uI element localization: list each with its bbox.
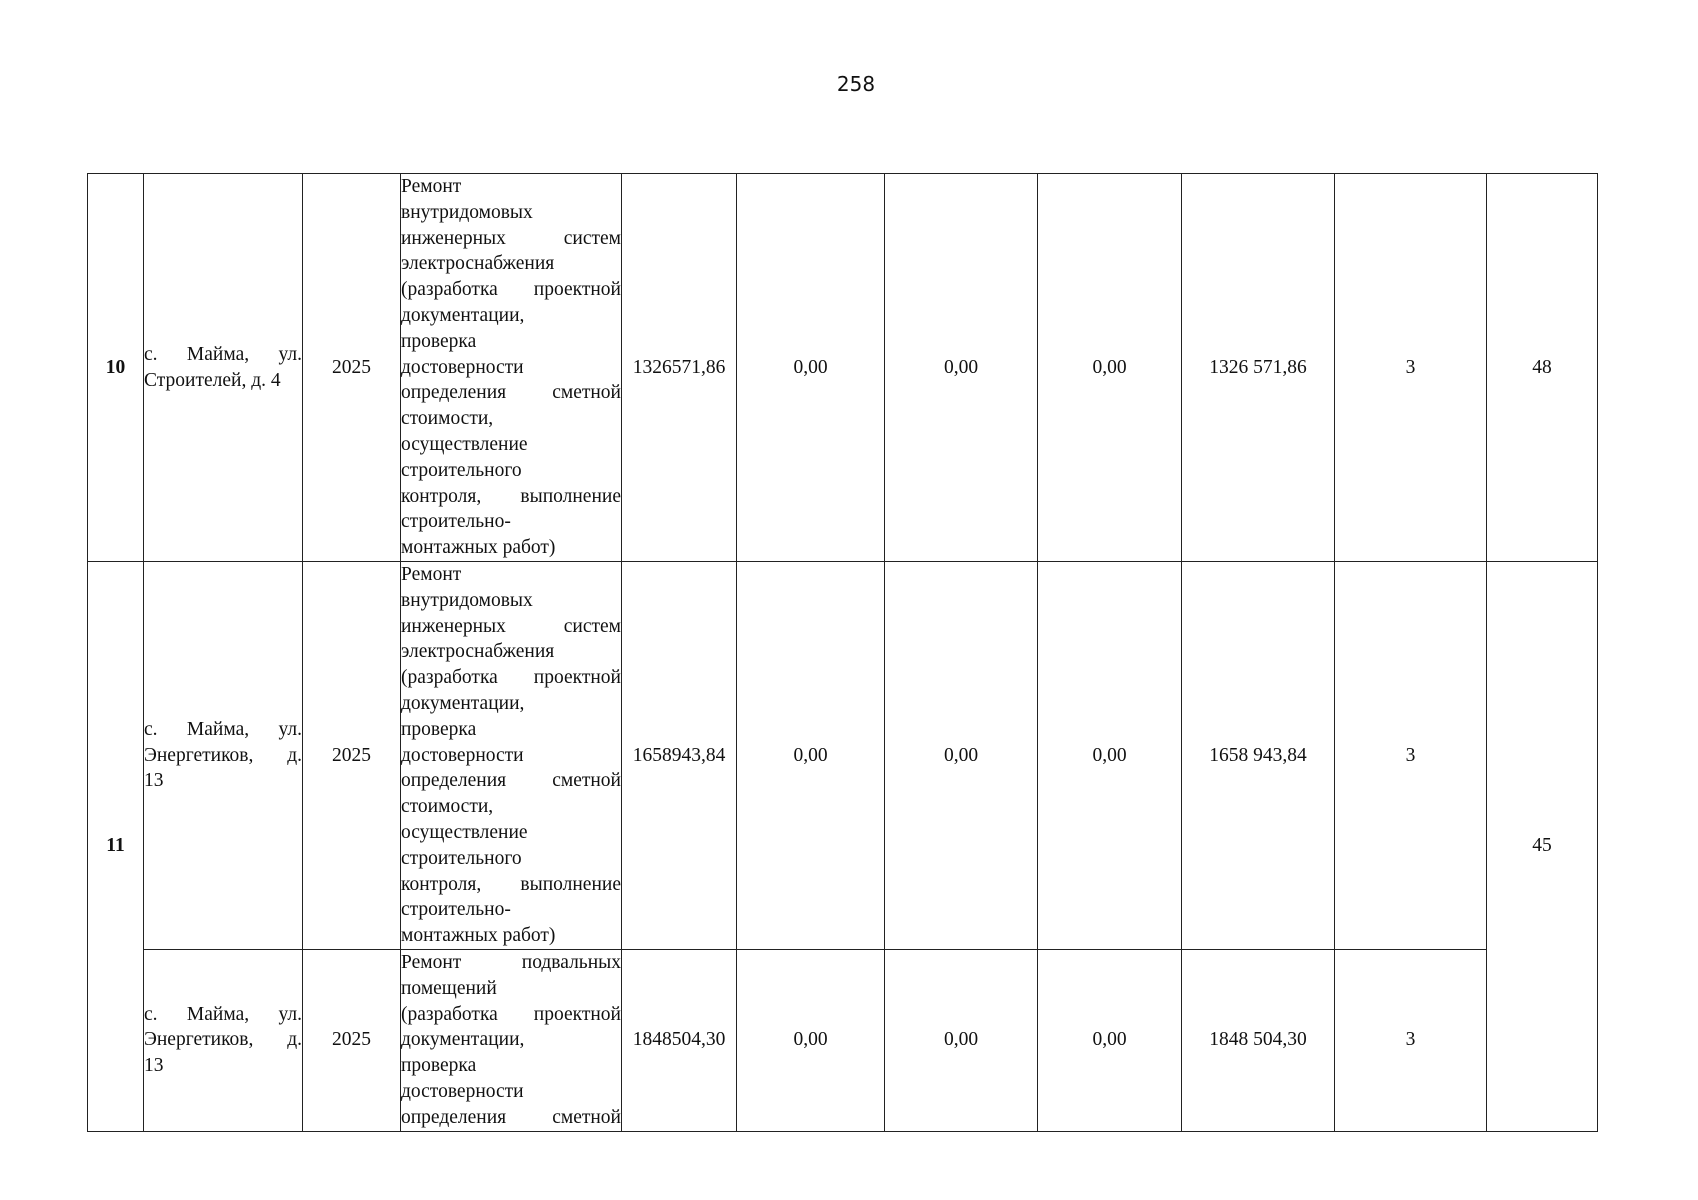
work-line: определения сметной	[401, 1106, 621, 1128]
row-number: 10	[88, 174, 144, 562]
work-line: инженерных систем	[401, 227, 621, 249]
work-line: строительного	[401, 847, 522, 869]
work-line: контроля, выполнение	[401, 873, 621, 895]
work-line: осуществление	[401, 821, 528, 843]
work-line: инженерных систем	[401, 615, 621, 637]
owners-funds-cell: 1848 504,30	[1182, 950, 1335, 1132]
work-line: (разработка проектной	[401, 667, 621, 689]
col11-cell: 48	[1487, 174, 1598, 562]
work-line: определения сметной	[401, 770, 621, 792]
work-line: проверка	[401, 330, 477, 352]
region-budget-cell: 0,00	[885, 562, 1038, 950]
table-row	[88, 950, 1598, 1132]
address-line: с. Майма, ул.	[144, 718, 302, 740]
region-budget-cell: 0,00	[885, 950, 1038, 1132]
work-type-cell	[401, 562, 622, 950]
page-number: 258	[836, 72, 876, 96]
work-line: определения сметной	[401, 382, 621, 404]
year-cell: 2025	[303, 562, 401, 950]
work-line: документации,	[401, 305, 525, 326]
work-line: Ремонт	[401, 564, 462, 586]
work-line: (разработка проектной	[401, 1003, 621, 1025]
address-line: Энергетиков, д.	[144, 1029, 302, 1051]
fund-cell: 0,00	[737, 174, 885, 562]
fund-cell: 0,00	[737, 562, 885, 950]
owners-funds-cell: 1658 943,84	[1182, 562, 1335, 950]
address-line: с. Майма, ул.	[144, 1003, 302, 1025]
work-line: достоверности	[401, 356, 524, 378]
address-cell	[144, 950, 303, 1132]
owners-funds-cell: 1326 571,86	[1182, 174, 1335, 562]
work-line: Ремонт подвальных	[401, 952, 621, 973]
table-row	[88, 174, 1598, 562]
work-line: проверка	[401, 718, 477, 740]
work-line: внутридомовых	[401, 201, 533, 223]
work-line: строительно-	[401, 511, 511, 533]
address-line: 13	[144, 770, 164, 792]
work-line: (разработка проектной	[401, 279, 621, 301]
address-line: с. Майма, ул.	[144, 343, 302, 365]
work-type-cell	[401, 950, 622, 1132]
work-line: достоверности	[401, 1080, 524, 1102]
work-line: проверка	[401, 1055, 477, 1077]
work-line: контроля, выполнение	[401, 485, 621, 507]
work-line: монтажных работ)	[401, 537, 556, 559]
work-line: документации,	[401, 693, 525, 714]
fund-cell: 0,00	[737, 950, 885, 1132]
col11-cell: 45	[1487, 562, 1598, 1132]
work-line: Ремонт	[401, 176, 462, 198]
total-cost-cell: 1326571,86	[622, 174, 737, 562]
year-cell: 2025	[303, 174, 401, 562]
total-cost-cell: 1848504,30	[622, 950, 737, 1132]
work-line: стоимости,	[401, 408, 494, 430]
work-line: строительного	[401, 459, 522, 481]
municipal-budget-cell: 0,00	[1038, 950, 1182, 1132]
work-type-cell	[401, 174, 622, 562]
work-line: электроснабжения	[401, 641, 555, 663]
work-line: достоверности	[401, 744, 524, 766]
year-cell: 2025	[303, 950, 401, 1132]
table-row	[88, 562, 1598, 950]
col10-cell: 3	[1335, 950, 1487, 1132]
work-line: монтажных работ)	[401, 925, 556, 947]
row-number: 11	[88, 562, 144, 1132]
work-line: электроснабжения	[401, 253, 555, 275]
municipal-budget-cell: 0,00	[1038, 562, 1182, 950]
work-line: стоимости,	[401, 796, 494, 818]
address-cell	[144, 174, 303, 562]
work-line: документации,	[401, 1029, 525, 1051]
address-line: Строителей, д. 4	[144, 369, 281, 391]
work-line: осуществление	[401, 433, 528, 455]
repair-program-table	[87, 173, 1598, 1132]
address-cell	[144, 562, 303, 950]
address-line: Энергетиков, д.	[144, 744, 302, 766]
col10-cell: 3	[1335, 174, 1487, 562]
col10-cell: 3	[1335, 562, 1487, 950]
work-line: внутридомовых	[401, 589, 533, 611]
work-line: строительно-	[401, 899, 511, 921]
work-line: помещений	[401, 977, 497, 999]
region-budget-cell: 0,00	[885, 174, 1038, 562]
address-line: 13	[144, 1055, 164, 1077]
total-cost-cell: 1658943,84	[622, 562, 737, 950]
municipal-budget-cell: 0,00	[1038, 174, 1182, 562]
